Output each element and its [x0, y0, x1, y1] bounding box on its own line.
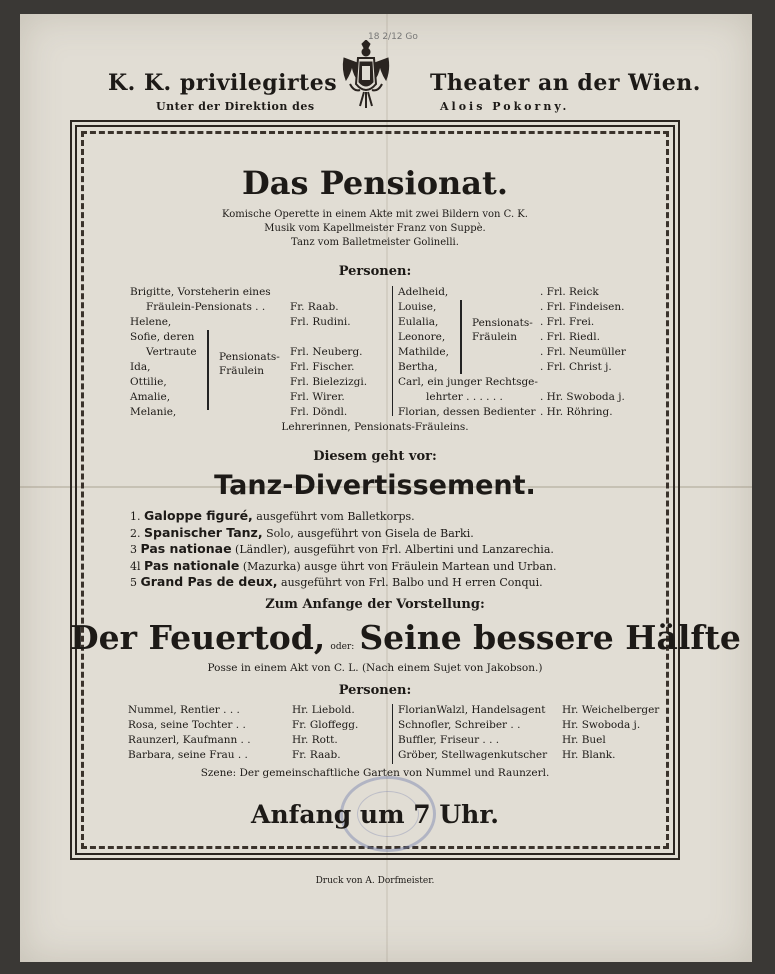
- cast-role: Raunzerl, Kaufmann . .: [128, 734, 251, 746]
- play1-line-3: Tanz vom Balletmeister Golinelli.: [291, 237, 459, 248]
- dance-list: [130, 508, 556, 591]
- cast-role: lehrter . . . . . .: [426, 391, 503, 403]
- list-item: 4l Pas nationale (Mazurka) ausge ührt von Fräulein Martean und Urban.: [130, 557, 557, 573]
- play1-title: Das Pensionat.: [242, 164, 508, 202]
- cast-actor: Hr. Liebold.: [292, 704, 355, 716]
- before-label: Diesem geht vor:: [313, 449, 437, 464]
- pencil-note: 18 2/12 Go: [368, 32, 418, 42]
- cast-actor: [290, 330, 367, 345]
- cast-role: Brigitte, Vorsteherin eines: [130, 286, 271, 298]
- cast-role: Leonore,: [398, 331, 446, 343]
- cast-role: Melanie,: [130, 406, 177, 418]
- play2-cast-left-roles: [128, 703, 251, 763]
- play2-oder: oder:: [330, 642, 355, 652]
- play1-cast-left-actors: [290, 285, 367, 420]
- cast-role: Schnofler, Schreiber . .: [398, 719, 521, 731]
- play2-title: [70, 618, 741, 657]
- cast-actor: Fr. Raab.: [290, 301, 339, 313]
- cast-role: Louise,: [398, 301, 437, 313]
- play1-line-2: Musik vom Kapellmeister Franz von Suppè.: [264, 223, 486, 234]
- cast-actor: . Hr. Röhring.: [540, 406, 613, 418]
- play1-extras: Lehrerinnen, Pensionats-Fräuleins.: [281, 421, 469, 433]
- play1-cast-right-roles: [398, 285, 538, 420]
- play1-group-left: Pensionats- Fräulein: [219, 351, 280, 377]
- cast-role: Fräulein-Pensionats . .: [146, 301, 266, 313]
- play2-cast-right-actors: [562, 703, 659, 763]
- divertissement-title: Tanz-Divertissement.: [214, 470, 536, 501]
- cast-role: Mathilde,: [398, 346, 449, 358]
- play2-cast-right-roles: [398, 703, 547, 763]
- cast-actor: [290, 285, 367, 300]
- printer-credit: Druck von A. Dorfmeister.: [315, 876, 435, 886]
- cast-actor: Frl. Wirer.: [290, 391, 345, 403]
- play2-personen: Personen:: [338, 683, 412, 698]
- cast-actor: [540, 375, 626, 390]
- cast-actor: . Frl. Findeisen.: [540, 301, 625, 313]
- cast-actor: . Frl. Riedl.: [540, 331, 600, 343]
- cast-actor: Frl. Döndl.: [290, 406, 348, 418]
- cast-actor: Hr. Blank.: [562, 749, 616, 761]
- opening-label: Zum Anfange der Vorstellung:: [265, 597, 485, 612]
- play2-title-a: Der Feuertod,: [70, 618, 326, 657]
- play1-cast-right-actors: [540, 285, 626, 420]
- header-sub-right: Alois Pokorny.: [440, 100, 570, 113]
- cast-actor: . Hr. Swoboda j.: [540, 391, 625, 403]
- play1-personen: Personen:: [338, 264, 412, 279]
- cast-actor: Hr. Rott.: [292, 734, 338, 746]
- list-item: 2. Spanischer Tanz, Solo, ausgeführt von Gisela de Barki.: [130, 524, 474, 540]
- header-left: K. K. privilegirtes: [108, 70, 338, 96]
- play2-cast-left-actors: [292, 703, 358, 763]
- cast-actor: Fr. Raab.: [292, 749, 341, 761]
- cast-actor: Hr. Weichelberger: [562, 704, 660, 716]
- cast-role: Eulalia,: [398, 316, 439, 328]
- play2-scene: Szene: Der gemeinschaftliche Garten von Nummel und Raunzerl.: [200, 767, 550, 779]
- cast-role: Rosa, seine Tochter . .: [128, 719, 246, 731]
- cast-role: Buffler, Friseur . . .: [398, 734, 500, 746]
- cast-actor: Hr. Buel: [562, 734, 606, 746]
- brace-left: [207, 330, 209, 410]
- play2-title-b: Seine bessere Hälfte: [359, 618, 741, 657]
- cast-role: Carl, ein junger Rechtsge-: [398, 376, 538, 388]
- cast-role: Ida,: [130, 361, 151, 373]
- play1-line-1: Komische Operette in einem Akte mit zwei Bildern von C. K.: [222, 209, 528, 220]
- column-divider: [392, 286, 393, 416]
- cast-actor: . Frl. Reick: [540, 286, 599, 298]
- cast-actor: . Frl. Frei.: [540, 316, 595, 328]
- cast-role: Helene,: [130, 316, 172, 328]
- cast-role: Bertha,: [398, 361, 438, 373]
- column-divider-2: [392, 704, 393, 764]
- cast-role: Nummel, Rentier . . .: [128, 704, 240, 716]
- play1-group-right: Pensionats- Fräulein: [472, 317, 533, 343]
- play2-subtitle: Posse in einem Akt von C. L. (Nach einem Sujet von Jakobson.): [207, 662, 543, 674]
- cast-role: Adelheid,: [398, 286, 449, 298]
- cast-actor: . Frl. Neumüller: [540, 346, 626, 358]
- cast-role: Amalie,: [130, 391, 171, 403]
- cast-actor: Hr. Swoboda j.: [562, 719, 641, 731]
- list-item: 5 Grand Pas de deux, ausgeführt von Frl. Balbo und H erren Conqui.: [130, 574, 543, 589]
- cast-actor: Fr. Gloffegg.: [292, 719, 359, 731]
- cast-role: Vertraute: [146, 346, 197, 358]
- start-time: Anfang um 7 Uhr.: [251, 800, 499, 829]
- cast-role: Barbara, seine Frau . .: [128, 749, 248, 761]
- cast-role: Florian, dessen Bedienter: [398, 406, 536, 418]
- header-right: Theater an der Wien.: [430, 70, 701, 96]
- cast-role: FlorianWalzl, Handelsagent: [398, 704, 546, 716]
- brace-right: [460, 300, 462, 374]
- cast-role: Ottilie,: [130, 376, 167, 388]
- cast-role: Gröber, Stellwagenkutscher: [398, 749, 548, 761]
- eagle-crest-icon: [340, 40, 392, 110]
- cast-actor: Frl. Rudini.: [290, 316, 351, 328]
- cast-actor: Frl. Neuberg.: [290, 346, 363, 358]
- cast-actor: Frl. Bielezizgi.: [290, 376, 368, 388]
- list-item: 1. Galoppe figuré, ausgeführt vom Balletkorps.: [130, 508, 415, 523]
- list-item: 3 Pas nationae (Ländler), ausgeführt von Frl. Albertini und Lanzarechia.: [130, 541, 554, 556]
- cast-actor: Frl. Fischer.: [290, 361, 355, 373]
- header-sub-left: Unter der Direktion des: [156, 100, 315, 113]
- cast-role: Sofie, deren: [130, 331, 195, 343]
- cast-actor: . Frl. Christ j.: [540, 361, 612, 373]
